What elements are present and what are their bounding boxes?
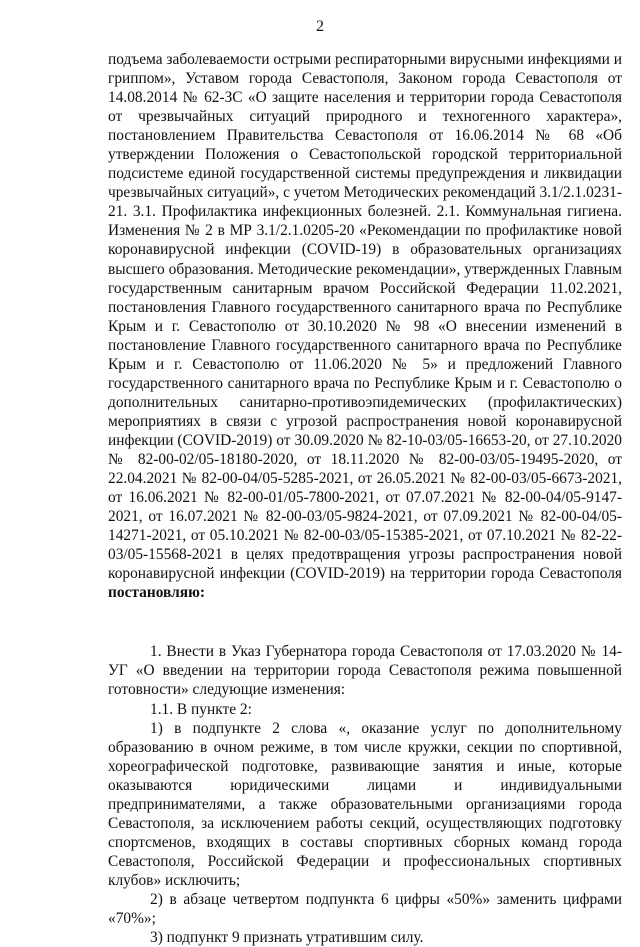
subitem-2-paragraph: 2) в абзаце четвертом подпункта 6 цифры «50%» заменить цифрами «70%»; (108, 890, 622, 928)
document-body (108, 50, 622, 947)
subitem-1-paragraph: 1) в подпункте 2 слова «, оказание услуг по дополнительному образованию в очном режиме, в том числе кружки, секции по спортивной, хореографической подготовке, развивающие занятия и иные, которые оказываются юридическими лицами и индивидуальными предпринимателями, а также образовательными организациями города Севастополя, за исключением работы секций, осуществляющих подготовку спортсменов, входящих в составы спортивных сборных команд города Севастополя, Российской Федерации и профессиональных спортивных клубов» исключить; (108, 719, 622, 889)
paragraph-gap (108, 602, 622, 642)
preamble-paragraph (108, 50, 622, 602)
subitem-3-paragraph: 3) подпункт 9 признать утратившим силу. (150, 929, 424, 947)
item-1-1-paragraph: 1.1. В пункте 2: (150, 700, 252, 718)
item-1-paragraph: 1. Внести в Указ Губернатора города Севастополя от 17.03.2020 № 14-УГ «О введении на территории города Севастополя режима повышенной готовности» следующие изменения: (108, 643, 622, 699)
page-number: 2 (316, 18, 324, 35)
preamble-text: подъема заболеваемости острыми респираторными вирусными инфекциями и гриппом», Уставом города Севастополя, Законом города Севастополя от 14.08.2014 № 62-ЗС «О защите населения и территории города Севастополя от чрезвычайных ситуаций природного и техногенного характера», постановлением Правительства Севастополя от 16.06.2014 № 68 «Об утверждении Положения о Севастопольской городской территориальной подсистеме единой государственной системы предупреждения и ликвидации чрезвычайных ситуаций», с учетом Методических рекомендаций 3.1/2.1.0231-21. 3.1. Профилактика инфекционных болезней. 2.1. Коммунальная гигиена. Изменения № 2 в МР 3.1/2.1.0205-20 «Рекомендации по профилактике новой коронавирусной инфекции (COVID-19) в образовательных организациях высшего образования. Методические рекомендации», утвержденных Главным государственным санитарным врачом Российской Федерации 11.02.2021, постановления Главного государственного санитарного врача по Республике Крым и г. Севастополю от 30.10.2020 № 98 «О внесении изменений в постановление Главного государственного санитарного врача по Республике Крым и г. Севастополю от 11.06.2020 № 5» и предложений Главного государственного санитарного врача по Республике Крым и г. Севастополю о дополнительных санитарно-противоэпидемических (профилактических) мероприятиях в связи с угрозой распространения новой коронавирусной инфекции (COVID-2019) от 30.09.2020 № 82-10-03/05-16653-20, от 27.10.2020 № 82-00-02/05-18180-2020, от 18.11.2020 № 82-00-03/05-19495-2020, от 22.04.2021 № 82-00-04/05-5285-2021, от 26.05.2021 № 82-00-03/05-6673-2021, от 16.06.2021 № 82-00-01/05-7800-2021, от 07.07.2021 № 82-00-04/05-9147-2021, от 16.07.2021 № 82-00-03/05-9824-2021, от 07.09.2021 № 82-00-04/05-14271-2021, от 05.10.2021 № 82-00-03/05-15385-2021, от 07.10.2021 № 82-22-03/05-15568-2021 в целях предотвращения угрозы распространения новой коронавирусной инфекции (COVID-2019) на территории города Севастополя (108, 51, 622, 583)
resolution-word: постановляю: (108, 584, 205, 602)
